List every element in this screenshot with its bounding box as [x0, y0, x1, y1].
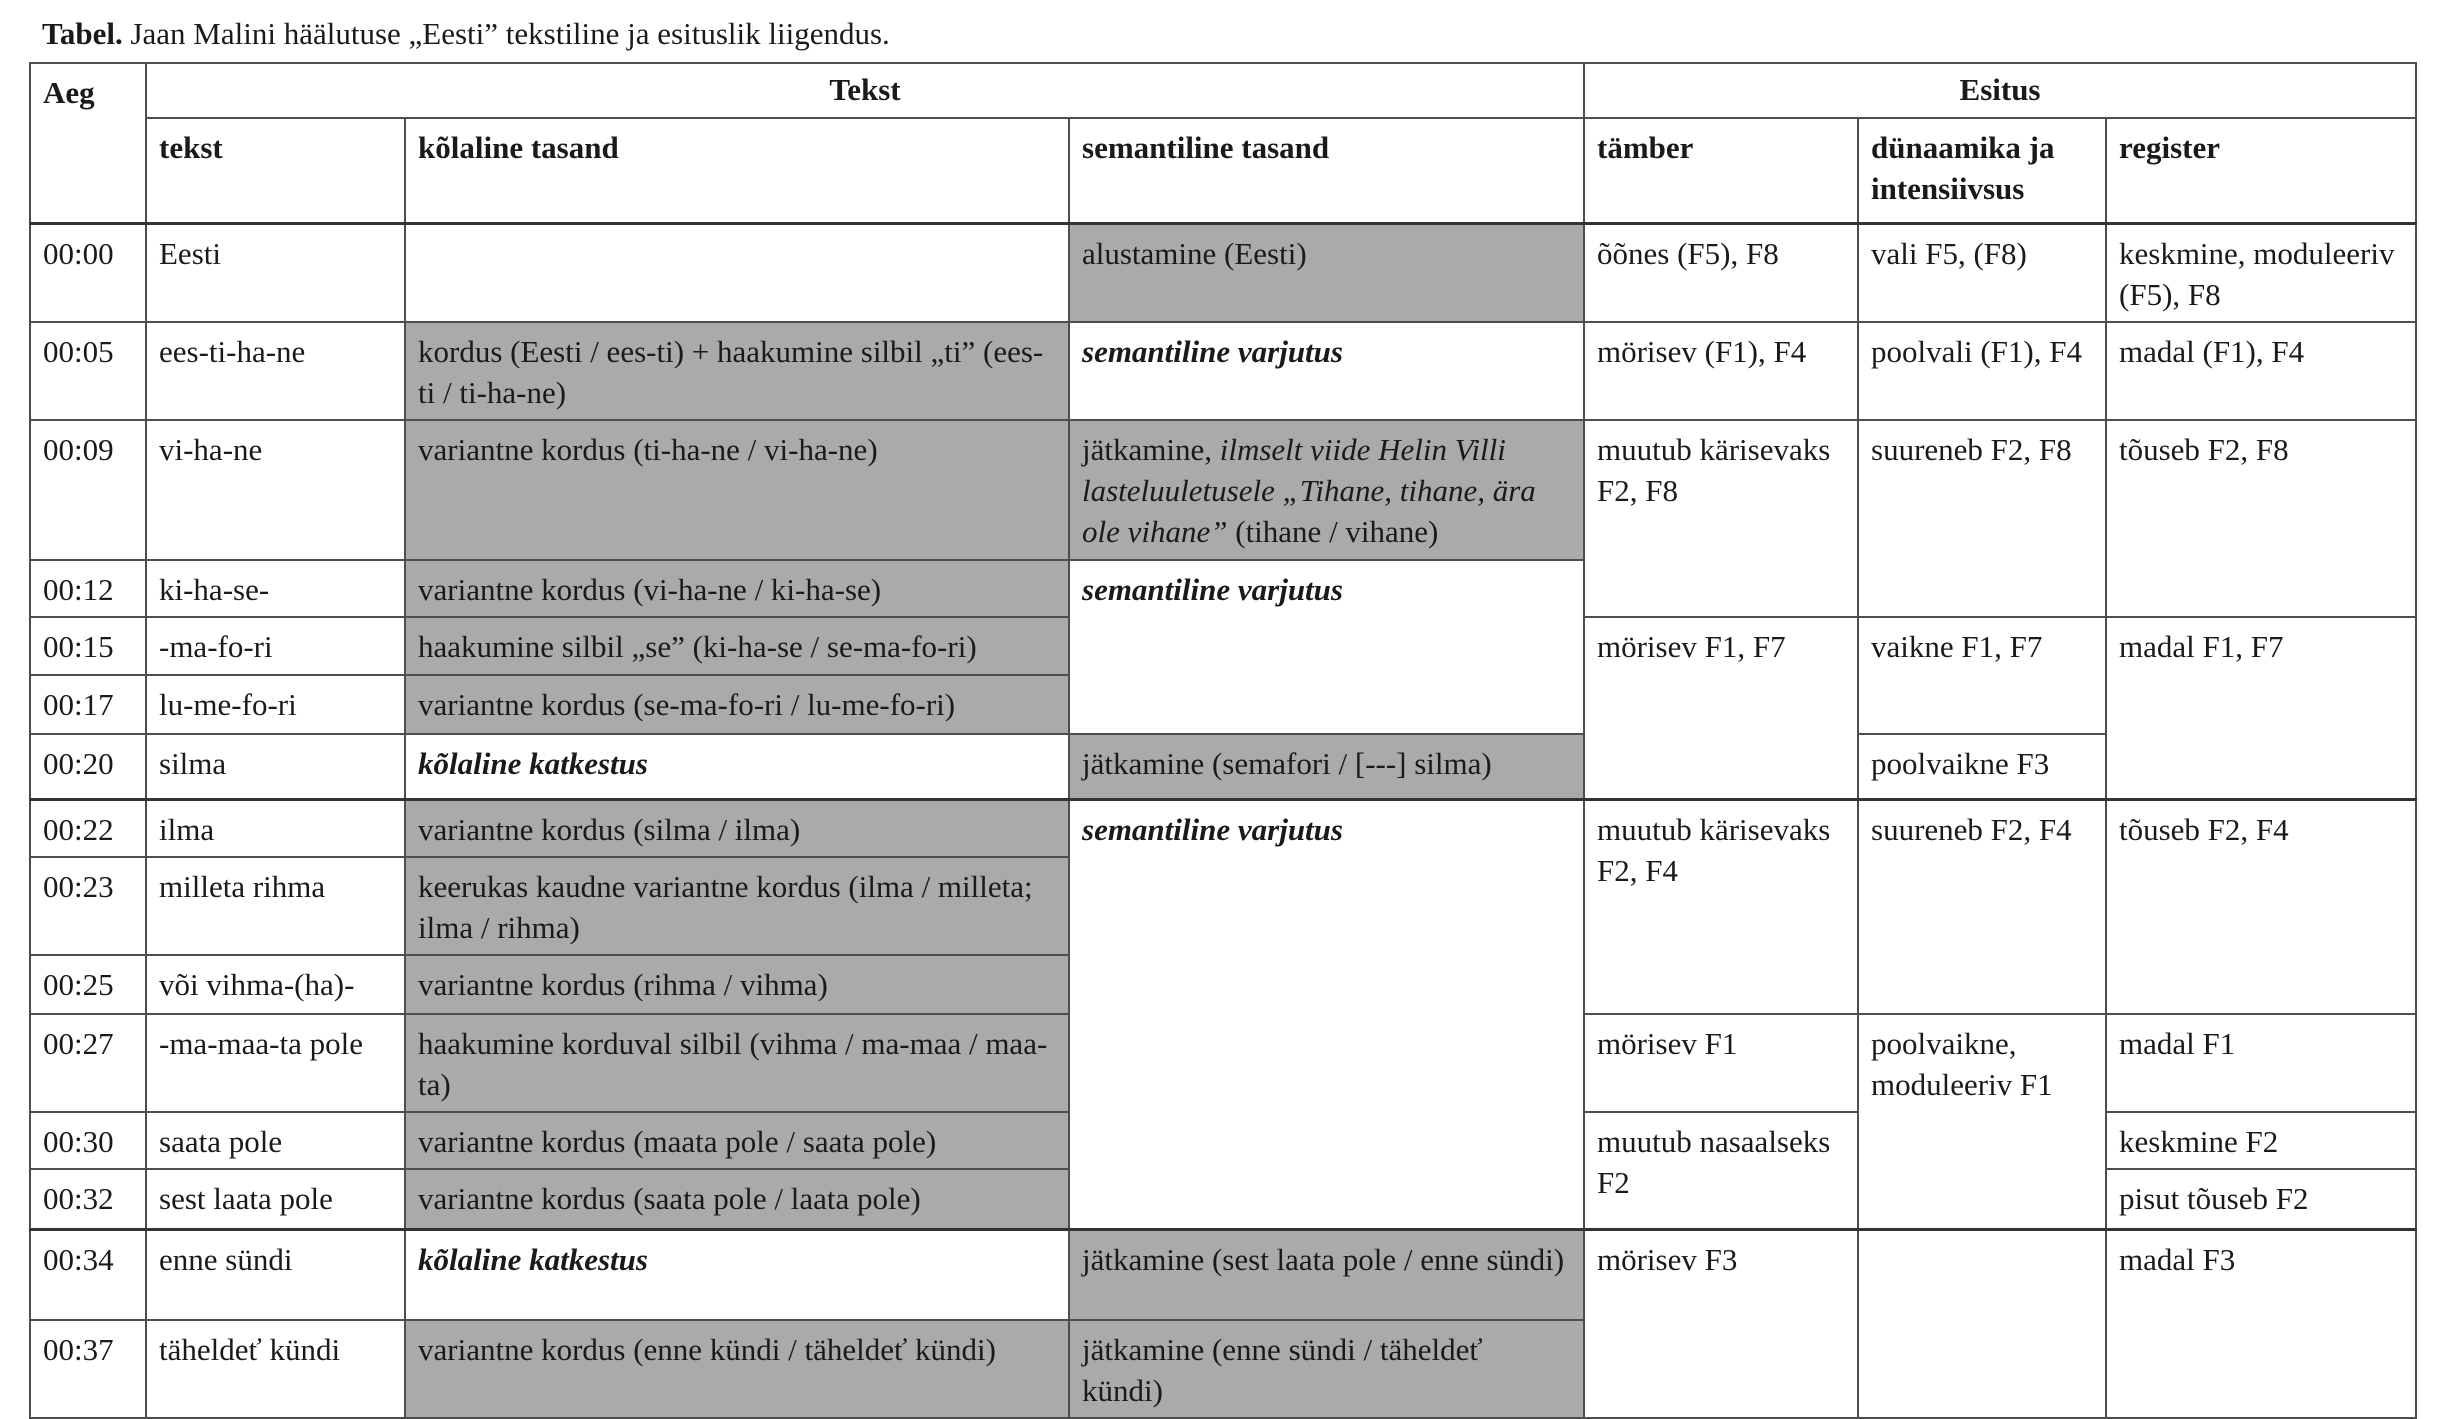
cell-tekst: vi-ha-ne — [146, 420, 405, 560]
cell-aeg: 00:05 — [30, 322, 146, 420]
semantiline-part-c: (tihane / vihane) — [1227, 513, 1439, 549]
cell-dunaamika — [1858, 1229, 2106, 1418]
header-tekst-group: Tekst — [146, 63, 1584, 118]
cell-dunaamika: vaikne F1, F7 — [1858, 617, 2106, 734]
semantiline-part-a: jätkamine, — [1082, 431, 1220, 467]
cell-tekst: ees-ti-ha-ne — [146, 322, 405, 420]
cell-dunaamika: suureneb F2, F8 — [1858, 420, 2106, 617]
cell-register: pisut tõuseb F2 — [2106, 1169, 2416, 1229]
cell-semantiline: semantiline varjutus — [1069, 800, 1584, 1230]
cell-tekst: silma — [146, 734, 405, 800]
cell-register: keskmine F2 — [2106, 1112, 2416, 1169]
cell-tamber: mörisev F1, F7 — [1584, 617, 1858, 800]
cell-kolaline: variantne kordus (silma / ilma) — [405, 800, 1069, 858]
cell-aeg: 00:17 — [30, 675, 146, 734]
cell-tekst: sest laata pole — [146, 1169, 405, 1229]
cell-kolaline: haakumine korduval silbil (vihma / ma-maa / maa-ta) — [405, 1014, 1069, 1112]
cell-aeg: 00:27 — [30, 1014, 146, 1112]
cell-aeg: 00:12 — [30, 560, 146, 617]
cell-register: madal F3 — [2106, 1229, 2416, 1418]
header-dunaamika: dünaamika ja intensiivsus — [1858, 118, 2106, 223]
cell-aeg: 00:20 — [30, 734, 146, 800]
header-esitus-group: Esitus — [1584, 63, 2416, 118]
cell-dunaamika: vali F5, (F8) — [1858, 223, 2106, 322]
cell-kolaline: variantne kordus (vi-ha-ne / ki-ha-se) — [405, 560, 1069, 617]
cell-tamber: mörisev F3 — [1584, 1229, 1858, 1418]
cell-aeg: 00:30 — [30, 1112, 146, 1169]
cell-semantiline: alustamine (Eesti) — [1069, 223, 1584, 322]
table-row — [30, 800, 2416, 858]
cell-tamber: mörisev (F1), F4 — [1584, 322, 1858, 420]
analysis-table — [29, 62, 2417, 1419]
cell-semantiline: jätkamine (semafori / [---] silma) — [1069, 734, 1584, 800]
cell-kolaline — [405, 223, 1069, 322]
cell-kolaline: haakumine silbil „se” (ki-ha-se / se-ma-fo-ri) — [405, 617, 1069, 675]
cell-tekst: lu-me-fo-ri — [146, 675, 405, 734]
cell-tekst: enne sündi — [146, 1229, 405, 1320]
cell-semantiline: semantiline varjutus — [1069, 560, 1584, 734]
cell-aeg: 00:34 — [30, 1229, 146, 1320]
cell-aeg: 00:22 — [30, 800, 146, 858]
cell-tekst: -ma-fo-ri — [146, 617, 405, 675]
cell-aeg: 00:23 — [30, 857, 146, 955]
table-caption — [42, 12, 890, 56]
cell-tamber: muutub nasaalseks F2 — [1584, 1112, 1858, 1229]
cell-aeg: 00:00 — [30, 223, 146, 322]
cell-kolaline: variantne kordus (saata pole / laata pole) — [405, 1169, 1069, 1229]
cell-tekst: täheldeť kündi — [146, 1320, 405, 1418]
cell-register: madal F1 — [2106, 1014, 2416, 1112]
cell-register: keskmine, moduleeriv (F5), F8 — [2106, 223, 2416, 322]
cell-register: madal F1, F7 — [2106, 617, 2416, 800]
cell-kolaline: variantne kordus (se-ma-fo-ri / lu-me-fo-ri) — [405, 675, 1069, 734]
cell-aeg: 00:15 — [30, 617, 146, 675]
cell-aeg: 00:37 — [30, 1320, 146, 1418]
caption-text: Jaan Malini häälutuse „Eesti” tekstiline ja esituslik liigendus. — [130, 16, 890, 51]
cell-register: tõuseb F2, F4 — [2106, 800, 2416, 1015]
cell-semantiline: jätkamine (enne sündi / täheldeť kündi) — [1069, 1320, 1584, 1418]
header-tamber: tämber — [1584, 118, 1858, 223]
cell-tekst: ki-ha-se- — [146, 560, 405, 617]
cell-tamber: muutub kärisevaks F2, F4 — [1584, 800, 1858, 1015]
cell-register: madal (F1), F4 — [2106, 322, 2416, 420]
table-row — [30, 734, 2416, 800]
cell-semantiline: semantiline varjutus — [1069, 322, 1584, 420]
cell-semantiline — [1069, 420, 1584, 560]
cell-aeg: 00:09 — [30, 420, 146, 560]
cell-tekst: ilma — [146, 800, 405, 858]
semantiline-part-b: ilmselt viide Helin Villi lasteluuletusele „Tihane, tihane, ära ole vihane” — [1082, 431, 1536, 549]
cell-aeg: 00:25 — [30, 955, 146, 1014]
cell-dunaamika: suureneb F2, F4 — [1858, 800, 2106, 1015]
table-row — [30, 420, 2416, 560]
cell-kolaline: keerukas kaudne variantne kordus (ilma / milleta; ilma / rihma) — [405, 857, 1069, 955]
cell-kolaline: variantne kordus (rihma / vihma) — [405, 955, 1069, 1014]
cell-tekst: Eesti — [146, 223, 405, 322]
cell-tekst: -ma-maa-ta pole — [146, 1014, 405, 1112]
cell-aeg: 00:32 — [30, 1169, 146, 1229]
table-row — [30, 223, 2416, 322]
cell-kolaline: variantne kordus (enne kündi / täheldeť kündi) — [405, 1320, 1069, 1418]
cell-tamber: mörisev F1 — [1584, 1014, 1858, 1112]
cell-kolaline: variantne kordus (maata pole / saata pole) — [405, 1112, 1069, 1169]
cell-dunaamika: poolvali (F1), F4 — [1858, 322, 2106, 420]
cell-kolaline: kordus (Eesti / ees-ti) + haakumine silbil „ti” (ees-ti / ti-ha-ne) — [405, 322, 1069, 420]
cell-dunaamika: poolvaikne, moduleeriv F1 — [1858, 1014, 2106, 1229]
cell-semantiline: jätkamine (sest laata pole / enne sündi) — [1069, 1229, 1584, 1320]
cell-kolaline: kõlaline katkestus — [405, 734, 1069, 800]
cell-register: tõuseb F2, F8 — [2106, 420, 2416, 617]
cell-tekst: või vihma-(ha)- — [146, 955, 405, 1014]
cell-kolaline: variantne kordus (ti-ha-ne / vi-ha-ne) — [405, 420, 1069, 560]
cell-tamber: muutub kärisevaks F2, F8 — [1584, 420, 1858, 617]
header-kolaline: kõlaline tasand — [405, 118, 1069, 223]
header-aeg: Aeg — [30, 63, 146, 223]
header-register: register — [2106, 118, 2416, 223]
cell-tamber: õõnes (F5), F8 — [1584, 223, 1858, 322]
header-tekst: tekst — [146, 118, 405, 223]
cell-tekst: milleta rihma — [146, 857, 405, 955]
caption-label: Tabel. — [42, 16, 123, 51]
table-row — [30, 1229, 2416, 1320]
header-semantiline: semantiline tasand — [1069, 118, 1584, 223]
table-row — [30, 322, 2416, 420]
cell-dunaamika: poolvaikne F3 — [1858, 734, 2106, 800]
cell-tekst: saata pole — [146, 1112, 405, 1169]
cell-kolaline: kõlaline katkestus — [405, 1229, 1069, 1320]
